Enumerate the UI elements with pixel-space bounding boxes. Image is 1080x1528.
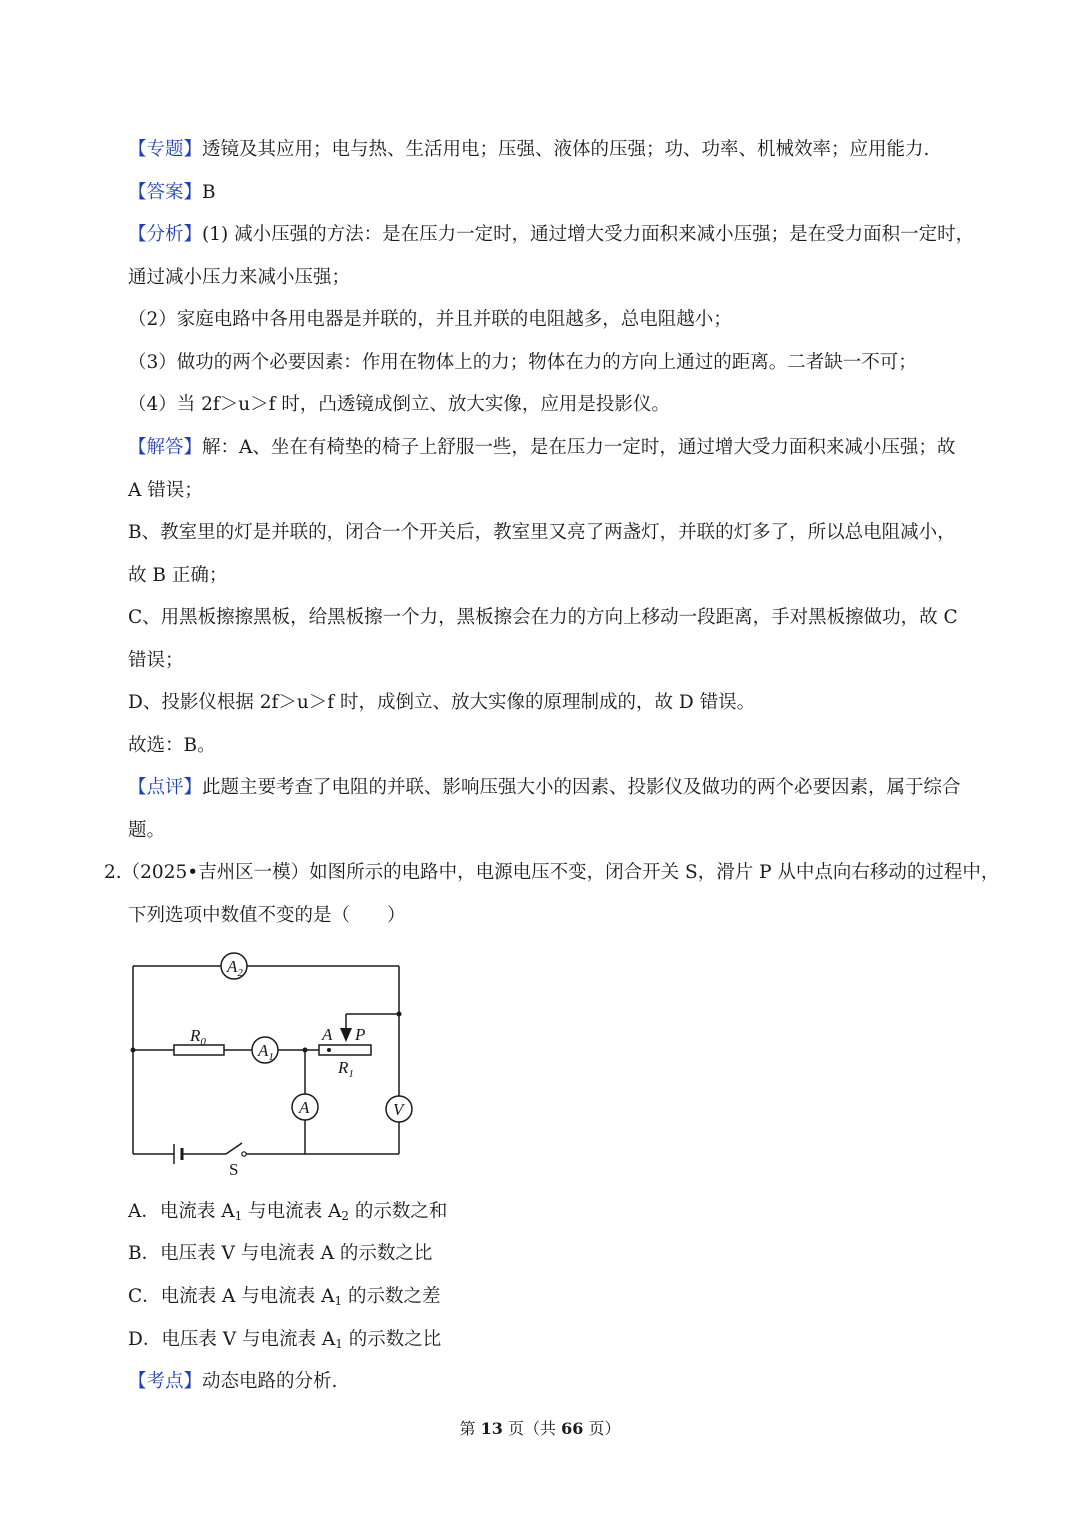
analysis-text-1: (1) 减小压强的方法：是在压力一定时，通过增大受力面积来减小压强；是在受力面积一定时， xyxy=(202,224,975,245)
option-c: C．电流表 A 与电流表 $A_1$ 的示数之差 xyxy=(128,1286,441,1308)
keypoint-line xyxy=(128,1369,984,1395)
comment-tag: 【点评】 xyxy=(128,777,203,798)
comment-line-1 xyxy=(128,775,984,801)
analysis-tag: 【分析】 xyxy=(128,224,203,245)
solution-line-5: C、用黑板擦擦黑板，给黑板擦一个力，黑板擦会在力的方向上移动一段距离，手对黑板擦做功，故 C xyxy=(128,607,958,628)
junction-right xyxy=(397,1012,402,1017)
analysis-line-5: （4）当 2f＞u＞f 时，凸透镜成倒立、放大实像，应用是投影仪。 xyxy=(128,394,670,415)
solution-line-3: B、教室里的灯是并联的，闭合一个开关后，教室里又亮了两盏灯，并联的灯多了，所以总电阻减小， xyxy=(128,522,956,543)
question-2-line-2: 下列选项中数值不变的是（ ） xyxy=(128,905,406,926)
slider-arrow xyxy=(340,1028,352,1042)
switch-s-label: S xyxy=(229,1160,239,1179)
topic-line xyxy=(128,137,984,163)
analysis-line-3: （2）家庭电路中各用电器是并联的，并且并联的电阻越多，总电阻越小； xyxy=(128,309,732,330)
option-d: D．电压表 V 与电流表 $A_1$ 的示数之比 xyxy=(128,1329,442,1351)
analysis-line-2: 通过减小压力来减小压强； xyxy=(128,267,351,288)
junction-left xyxy=(131,1048,136,1053)
total-pages: 66 xyxy=(561,1419,584,1438)
voltmeter-v-label: V xyxy=(393,1100,404,1119)
solution-line-6: 错误； xyxy=(128,650,184,671)
current-page: 13 xyxy=(480,1419,503,1438)
comment-text-1: 此题主要考查了电阻的并联、影响压强大小的因素、投影仪及做功的两个必要因素，属于综合 xyxy=(202,777,961,798)
solution-line-1 xyxy=(128,435,984,461)
rheostat-end-dot xyxy=(327,1048,331,1052)
solution-line-2: A 错误； xyxy=(128,480,203,501)
solution-line-8: 故选：B。 xyxy=(128,735,216,756)
switch-contact xyxy=(242,1152,246,1156)
topic-tag: 【专题】 xyxy=(128,139,203,160)
option-b: B．电压表 V 与电流表 A 的示数之比 xyxy=(128,1243,433,1264)
resistor-r0 xyxy=(174,1045,224,1055)
answer-text: B xyxy=(202,182,216,203)
answer-tag: 【答案】 xyxy=(128,182,203,203)
comment-line-2: 题。 xyxy=(128,820,166,841)
keypoint-tag: 【考点】 xyxy=(128,1371,203,1392)
analysis-line-4: （3）做功的两个必要因素：作用在物体上的力；物体在力的方向上通过的距离。二者缺一不可； xyxy=(128,352,917,373)
page-footer: 第 13 页（共 66 页） xyxy=(459,1419,621,1438)
ammeter-a2-label: $A_2$ xyxy=(227,957,243,979)
resistor-r0-label: $R_0$ xyxy=(190,1026,206,1048)
solution-tag: 【解答】 xyxy=(128,437,203,458)
question-2-line-1: 2.（2025•吉州区一模）如图所示的电路中，电源电压不变，闭合开关 S，滑片 P 从中点向右移动的过程中， xyxy=(104,862,1000,883)
rheostat-r1 xyxy=(319,1045,371,1055)
topic-text: 透镜及其应用；电与热、生活用电；压强、液体的压强；功、功率、机械效率；应用能力. xyxy=(202,139,930,160)
solution-line-4: 故 B 正确； xyxy=(128,565,228,586)
solution-text-1: 解：A、坐在有椅垫的椅子上舒服一些，是在压力一定时，通过增大受力面积来减小压强；故 xyxy=(202,437,956,458)
junction-middle xyxy=(303,1048,308,1053)
circuit-diagram xyxy=(126,948,426,1180)
answer-line xyxy=(128,180,984,206)
option-a: A．电流表 $A_1$ 与电流表 $A_2$ 的示数之和 xyxy=(128,1201,448,1223)
analysis-line-1 xyxy=(128,222,984,248)
solution-line-7: D、投影仪根据 2f＞u＞f 时，成倒立、放大实像的原理制成的，故 D 错误。 xyxy=(128,692,756,713)
ammeter-a1-label: $A_1$ xyxy=(258,1041,274,1063)
ammeter-a-label: A xyxy=(299,1098,310,1117)
rheostat-r1-label: $R_1$ xyxy=(338,1058,354,1080)
terminal-a-label: A xyxy=(322,1025,333,1044)
slider-p-label: P xyxy=(355,1025,366,1044)
keypoint-text: 动态电路的分析. xyxy=(202,1371,338,1392)
